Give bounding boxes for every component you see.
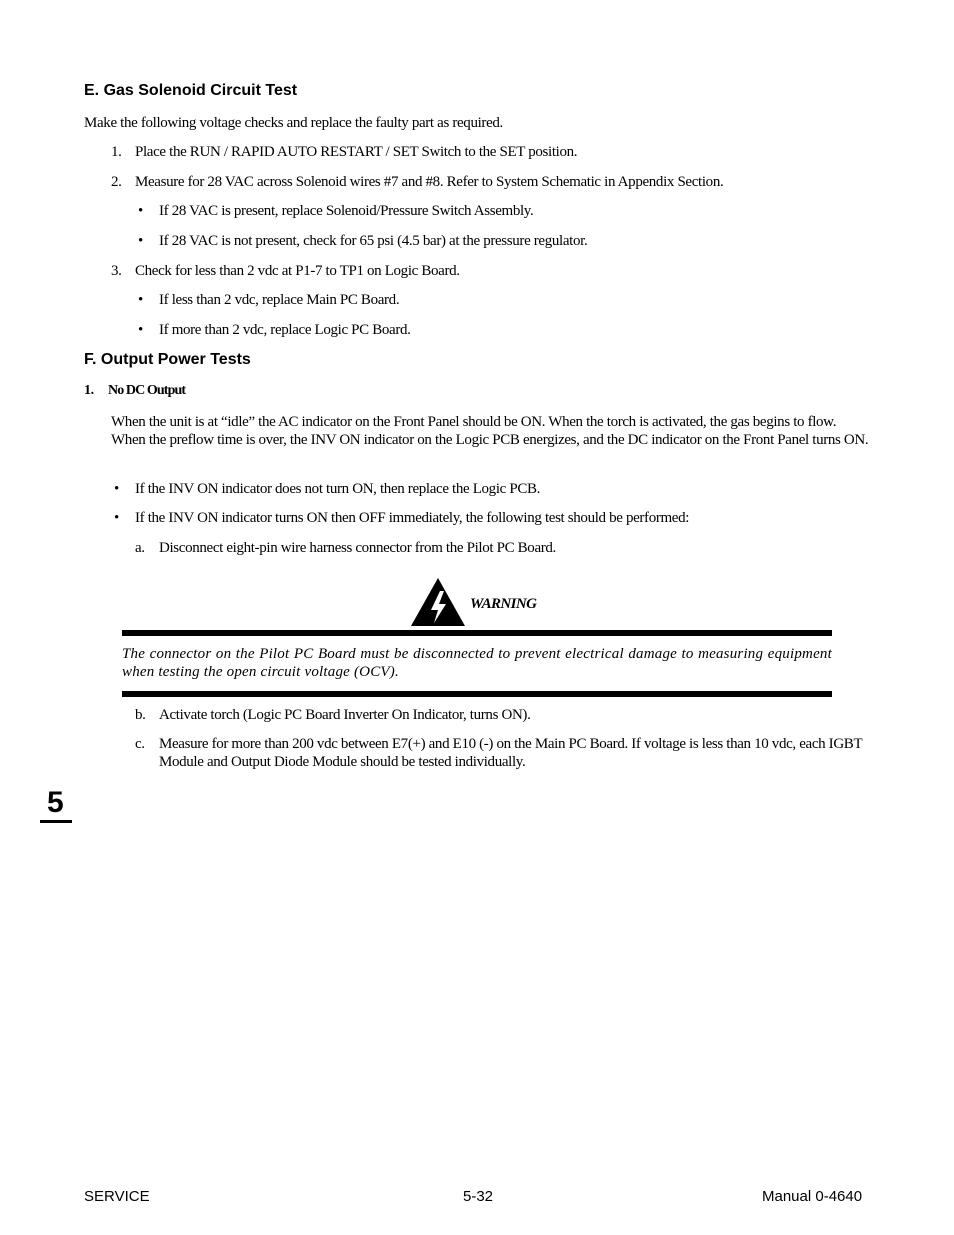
bullet-icon: • bbox=[114, 481, 119, 497]
step-2-bullet-2: If 28 VAC is not present, check for 65 psi (4.5 bar) at the pressure regulator. bbox=[159, 233, 588, 249]
step-3-bullet-1: If less than 2 vdc, replace Main PC Board. bbox=[159, 292, 400, 308]
bullet-icon: • bbox=[138, 292, 143, 308]
warning-label: WARNING bbox=[470, 596, 537, 612]
section-e-intro: Make the following voltage checks and replace the faulty part as required. bbox=[84, 115, 503, 131]
section-f-heading: F. Output Power Tests bbox=[84, 351, 251, 368]
bullet-icon: • bbox=[114, 510, 119, 526]
footer-page-number: 5-32 bbox=[463, 1188, 494, 1205]
item-a-text: Disconnect eight-pin wire harness connector from the Pilot PC Board. bbox=[159, 540, 556, 556]
warning-bottom-rule bbox=[122, 691, 832, 697]
step-2-text: Measure for 28 VAC across Solenoid wires #7 and #8. Refer to System Schematic in Appendix Section. bbox=[135, 174, 724, 190]
warning-text: The connector on the Pilot PC Board must be disconnected to prevent electrical damage to measuring equipment when testing the open circuit voltage (OCV). bbox=[122, 646, 832, 680]
bullet-icon: • bbox=[138, 233, 143, 249]
step-3-text: Check for less than 2 vdc at P1-7 to TP1 on Logic Board. bbox=[135, 263, 460, 279]
subsection-1-title: No DC Output bbox=[108, 383, 186, 398]
step-3-number: 3. bbox=[111, 263, 122, 279]
step-1-text: Place the RUN / RAPID AUTO RESTART / SET Switch to the SET position. bbox=[135, 144, 578, 160]
f-bullet-2: If the INV ON indicator turns ON then OFF immediately, the following test should be performed: bbox=[135, 510, 690, 526]
step-1-number: 1. bbox=[111, 144, 122, 160]
item-b-text: Activate torch (Logic PC Board Inverter On Indicator, turns ON). bbox=[159, 707, 531, 723]
step-2-bullet-1: If 28 VAC is present, replace Solenoid/Pressure Switch Assembly. bbox=[159, 203, 534, 219]
footer-section-name: SERVICE bbox=[84, 1188, 150, 1205]
subsection-1-number: 1. bbox=[84, 383, 94, 398]
step-2-number: 2. bbox=[111, 174, 122, 190]
item-c-text: Measure for more than 200 vdc between E7(+) and E10 (-) on the Main PC Board. If voltage is less than 10 vdc, each IGBT Module and Output Diode Module should be tested individually. bbox=[159, 736, 862, 770]
warning-top-rule bbox=[122, 630, 832, 636]
item-b-letter: b. bbox=[135, 707, 146, 723]
bullet-icon: • bbox=[138, 322, 143, 338]
section-e-heading: E. Gas Solenoid Circuit Test bbox=[84, 82, 298, 99]
no-dc-output-paragraph: When the unit is at “idle” the AC indicator on the Front Panel should be ON. When the torch is activated, the gas begins to flow. When the preflow time is over, the INV ON indicator on the Logic PCB energizes, and the DC indicator on the Front Panel turns ON. bbox=[111, 414, 869, 448]
chapter-tab-underline bbox=[40, 820, 72, 823]
step-3-bullet-2: If more than 2 vdc, replace Logic PC Board. bbox=[159, 322, 411, 338]
item-a-letter: a. bbox=[135, 540, 145, 556]
bullet-icon: • bbox=[138, 203, 143, 219]
electric-shock-warning-icon bbox=[409, 576, 467, 628]
chapter-tab-number: 5 bbox=[47, 786, 64, 819]
f-bullet-1: If the INV ON indicator does not turn ON, then replace the Logic PCB. bbox=[135, 481, 541, 497]
item-c-letter: c. bbox=[135, 736, 145, 752]
footer-manual-number: Manual 0-4640 bbox=[762, 1188, 863, 1205]
